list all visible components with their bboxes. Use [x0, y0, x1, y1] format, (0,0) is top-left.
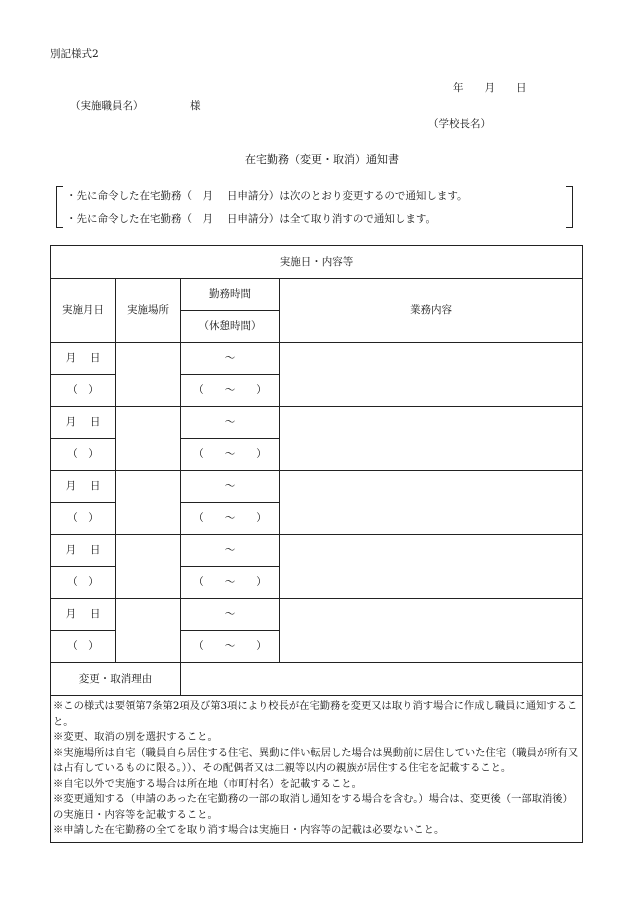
entry-day[interactable]: （ ） — [51, 503, 116, 535]
entry-place[interactable] — [116, 599, 181, 663]
entry-work[interactable] — [280, 535, 583, 599]
note-5: ※変更通知する（申請のあった在宅勤務の一部の取消し通知をする場合を含む。）場合は、変更後（一部取消後）の実施日・内容等を記載すること。 — [53, 793, 573, 821]
section-header: 実施日・内容等 — [51, 246, 583, 279]
note-2: ※変更、取消の別を選択すること。 — [53, 731, 218, 743]
entry-date[interactable]: 月 日 — [51, 599, 116, 631]
entry-work[interactable] — [280, 471, 583, 535]
col-hours-header: 勤務時間 — [181, 279, 280, 311]
entry-place[interactable] — [116, 535, 181, 599]
col-date-header: 実施月日 — [51, 279, 116, 343]
note-1: ※この様式は要領第7条第2項及び第3項により校長が在宅勤務を変更又は取り消す場合に作成し職員に通知すること。 — [53, 700, 578, 728]
left-bracket — [56, 186, 63, 228]
date-line: 年 月 日 — [453, 82, 527, 94]
entry-day[interactable]: （ ） — [51, 631, 116, 663]
form-number: 別記様式2 — [50, 48, 99, 60]
right-bracket — [566, 186, 573, 228]
document-title: 在宅勤務（変更・取消）通知書 — [245, 153, 399, 166]
principal-name: （学校長名） — [428, 118, 491, 130]
entry-break[interactable]: （ ～ ） — [181, 439, 280, 471]
entry-work[interactable] — [280, 599, 583, 663]
note-4: ※自宅以外で実施する場合は所在地（市町村名）を記載すること。 — [53, 777, 362, 790]
option-change[interactable]: ・先に命令した在宅勤務（ 月 日申請分）は次のとおり変更するので通知します。 — [66, 190, 468, 202]
entry-break[interactable]: （ ～ ） — [181, 631, 280, 663]
entry-break[interactable]: （ ～ ） — [181, 567, 280, 599]
notes-cell — [51, 696, 583, 843]
note-6: ※申請した在宅勤務の全てを取り消す場合は実施日・内容等の記載は必要ないこと。 — [53, 824, 445, 836]
reason-label: 変更・取消理由 — [51, 663, 181, 696]
entry-time[interactable]: ～ — [181, 343, 280, 375]
entry-date[interactable]: 月 日 — [51, 471, 116, 503]
honorific: 様 — [190, 100, 201, 112]
col-break-header: （休憩時間） — [181, 311, 280, 343]
note-3: ※実施場所は自宅（職員自ら居住する住宅、異動に伴い転居した場合は異動前に居住していた住宅（職員が所有又は占有しているものに限る。））、その配偶者又は二親等以内の親族が居住する住宅を記載すること。 — [53, 746, 579, 774]
recipient-name: （実施職員名） — [70, 100, 144, 112]
entry-date[interactable]: 月 日 — [51, 535, 116, 567]
option-cancel[interactable]: ・先に命令した在宅勤務（ 月 日申請分）は全て取り消すので通知します。 — [66, 213, 436, 225]
entry-day[interactable]: （ ） — [51, 439, 116, 471]
entry-work[interactable] — [280, 407, 583, 471]
col-place-header: 実施場所 — [116, 279, 181, 343]
entry-date[interactable]: 月 日 — [51, 343, 116, 375]
entry-place[interactable] — [116, 343, 181, 407]
entry-date[interactable]: 月 日 — [51, 407, 116, 439]
entry-day[interactable]: （ ） — [51, 375, 116, 407]
entry-work[interactable] — [280, 343, 583, 407]
entry-break[interactable]: （ ～ ） — [181, 375, 280, 407]
entry-place[interactable] — [116, 471, 181, 535]
entry-time[interactable]: ～ — [181, 407, 280, 439]
entry-time[interactable]: ～ — [181, 471, 280, 503]
reason-field[interactable] — [181, 663, 583, 696]
entry-time[interactable]: ～ — [181, 535, 280, 567]
schedule-table — [50, 245, 583, 843]
entry-day[interactable]: （ ） — [51, 567, 116, 599]
entry-time[interactable]: ～ — [181, 599, 280, 631]
entry-place[interactable] — [116, 407, 181, 471]
entry-break[interactable]: （ ～ ） — [181, 503, 280, 535]
col-work-header: 業務内容 — [280, 279, 583, 343]
entry-rows — [51, 343, 583, 663]
